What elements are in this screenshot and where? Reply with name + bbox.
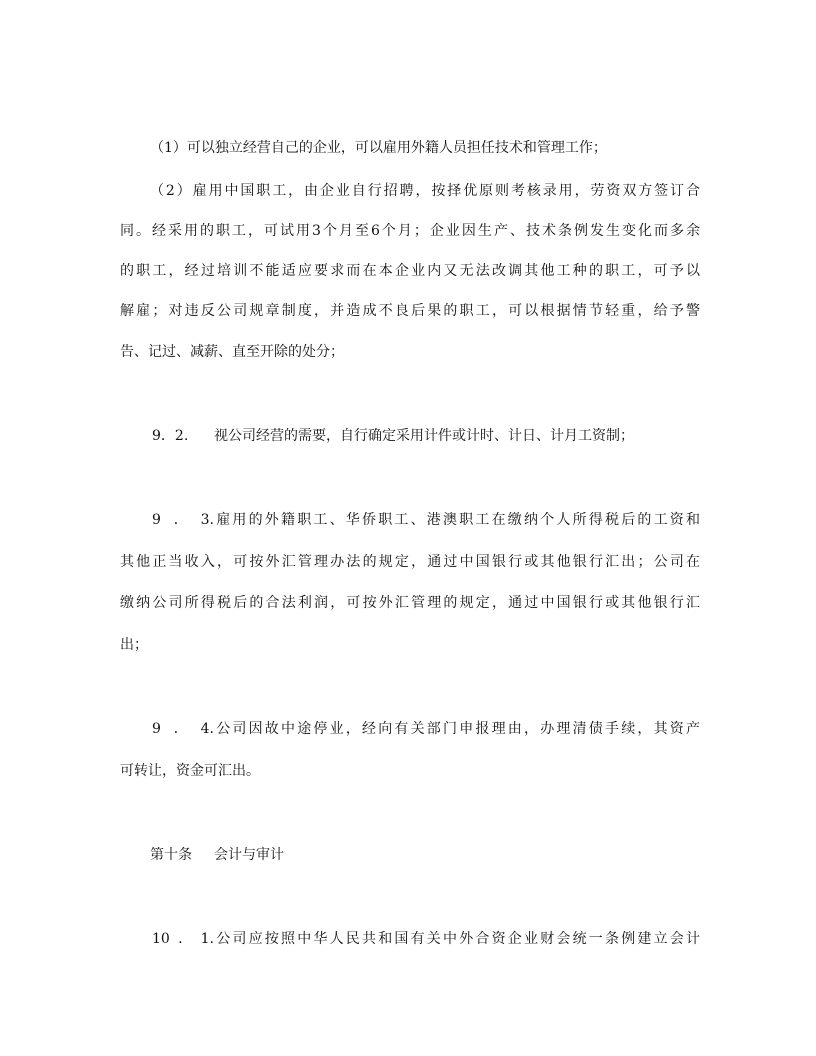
section-9-3-line-3-text: 缴纳公司所得税后的合法利润，可按外汇管理的规定，通过中国银行或其他银行汇 [120, 595, 700, 611]
paragraph-item-2-line-4 [120, 302, 700, 320]
item-1-text: （1）可以独立经营自己的企业，可以雇用外籍人员担任技术和管理工作； [150, 140, 607, 156]
article-10-number: 第十条 [150, 847, 192, 863]
section-9-2-text: 视公司经营的需要，自行确定采用计件或计时、计日、计月工资制； [214, 428, 634, 444]
item-2-line-2-text: 同。经采用的职工，可试用3个月至6个月；企业因生产、技术条例发生变化而多余 [120, 223, 700, 239]
section-9-2 [152, 427, 700, 445]
section-10-1-line-1 [152, 930, 700, 948]
article-10-title: 会计与审计 [214, 847, 284, 863]
section-9-4-line-2 [120, 762, 700, 780]
section-9-3-line-1 [152, 511, 700, 529]
article-10-heading [150, 846, 690, 864]
item-2-line-3-text: 的职工，经过培训不能适应要求而在本企业内又无法改调其他工种的职工，可予以 [120, 263, 700, 279]
item-2-line-1-text: （2）雇用中国职工，由企业自行招聘，按择优原则考核录用，劳资双方签订合 [150, 183, 700, 199]
section-9-4-line-1 [152, 720, 700, 738]
section-9-3-number: 9．3. [152, 512, 214, 528]
paragraph-item-2-line-3 [120, 262, 700, 280]
section-9-4-number: 9．4. [152, 721, 214, 737]
paragraph-item-1 [150, 139, 690, 157]
section-9-3-line-4 [120, 636, 700, 654]
section-10-1-first-text: 公司应按照中华人民共和国有关中外合资企业财会统一条例建立会计 [214, 931, 700, 947]
section-9-4-line-2-text: 可转让，资金可汇出。 [120, 763, 260, 779]
item-2-line-5-text: 告、记过、减薪、直至开除的处分； [120, 344, 344, 360]
item-2-line-4-text: 解雇；对违反公司规章制度，并造成不良后果的职工，可以根据情节轻重，给予警 [120, 303, 700, 319]
section-9-3-line-3 [120, 594, 700, 612]
paragraph-item-2-line-1 [150, 182, 700, 200]
paragraph-item-2-line-2 [120, 222, 700, 240]
section-9-3-first-text: 雇用的外籍职工、华侨职工、港澳职工在缴纳个人所得税后的工资和 [214, 512, 700, 528]
section-9-3-line-4-text: 出； [120, 637, 148, 653]
section-9-2-number: 9．2. [152, 428, 189, 444]
section-9-3-line-2-text: 其他正当收入，可按外汇管理办法的规定，通过中国银行或其他银行汇出；公司在 [120, 554, 700, 570]
section-10-1-number: 10．1. [152, 931, 214, 947]
section-9-3-line-2 [120, 553, 700, 571]
paragraph-item-2-line-5 [120, 343, 700, 361]
section-9-4-first-text: 公司因故中途停业，经向有关部门申报理由，办理清债手续，其资产 [214, 721, 700, 737]
